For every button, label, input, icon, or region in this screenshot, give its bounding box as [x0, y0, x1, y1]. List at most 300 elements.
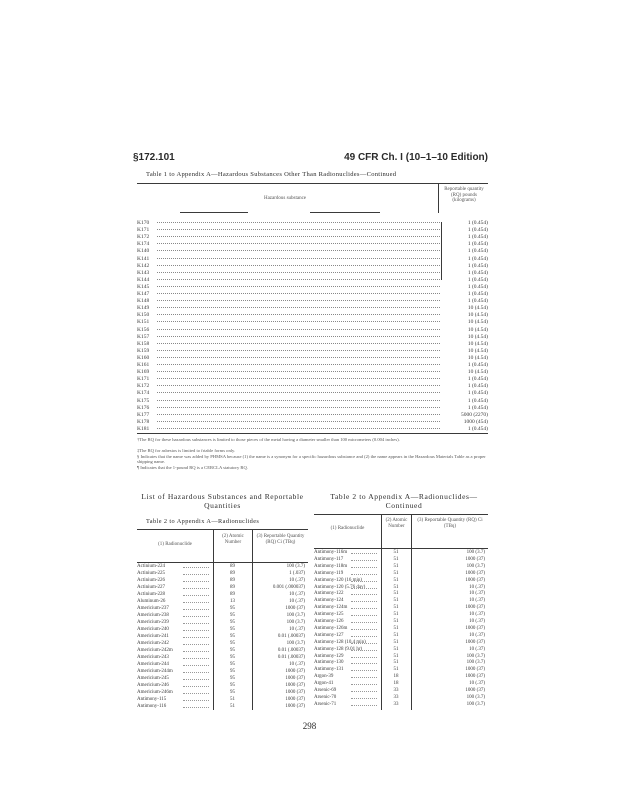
section-number: §172.101	[133, 152, 175, 163]
dot-leader	[157, 307, 440, 308]
table2cont-col-rq: (3) Reportable Quantity (RQ) Ci (TBq)	[417, 518, 483, 529]
radionuclide-row	[137, 564, 305, 571]
rq-value: 10 (4.54)	[467, 312, 488, 319]
dot-leader	[351, 574, 377, 575]
substance-name: K157	[137, 333, 150, 340]
radionuclide-row	[314, 674, 485, 681]
dot-leader	[351, 629, 377, 630]
dot-leader	[157, 229, 440, 230]
footnote: ‡The RQ for asbestos is limited to friable forms only.	[137, 448, 236, 453]
radionuclide-row	[137, 571, 305, 578]
substance-name: K174	[137, 241, 150, 248]
radionuclide-name: Americium-244m	[137, 669, 173, 674]
rq-value: 10 (.37)	[289, 627, 305, 632]
dot-leader	[183, 623, 209, 624]
dot-leader	[183, 651, 209, 652]
dot-leader	[183, 672, 209, 673]
table1-col-substance: Hazardous substance	[263, 196, 307, 201]
atomic-number: 95	[230, 648, 235, 653]
dot-leader	[157, 364, 440, 365]
rq-value: 1000 (37)	[465, 625, 485, 631]
rq-value: 1 (0.454)	[467, 227, 488, 234]
rq-value: 1 (0.454)	[467, 241, 488, 248]
radionuclide-name: Arsenic-71	[314, 701, 337, 707]
dot-leader	[183, 567, 209, 568]
rq-value: 1 (0.454)	[467, 234, 488, 241]
atomic-number: 51	[393, 660, 399, 666]
radionuclide-name: Antimony-126	[314, 619, 344, 624]
dot-leader	[351, 588, 377, 589]
table2-col-rq: (3) Reportable Quantity (RQ) Ci (TBq)	[256, 534, 305, 545]
rq-value: 1000 (37)	[285, 704, 305, 709]
rq-value: 10 (.37)	[289, 592, 305, 597]
radionuclide-name: Americium-242m	[137, 648, 173, 653]
dot-leader	[157, 350, 440, 351]
radionuclide-row	[137, 704, 305, 711]
dot-leader	[183, 630, 209, 631]
dot-leader	[351, 615, 377, 616]
atomic-number: 13	[230, 599, 235, 604]
radionuclide-name: Antimony-131	[314, 667, 344, 673]
table1-title: Table 1 to Appendix A—Hazardous Substances Other Than Radionuclides—Continued	[146, 171, 397, 178]
rq-value: 100 (3.7)	[286, 613, 305, 618]
dot-leader	[351, 567, 377, 568]
table1-bottom-rule	[137, 433, 488, 434]
dot-leader	[183, 686, 209, 687]
rq-value: 1000 (37)	[465, 605, 485, 611]
substance-name: K172	[137, 383, 150, 390]
rq-value: 10 (.37)	[469, 619, 485, 624]
dot-leader	[157, 222, 440, 223]
substance-name: K172	[137, 234, 150, 241]
dot-leader	[183, 581, 209, 582]
dot-leader	[351, 594, 377, 595]
radionuclide-row	[314, 591, 485, 598]
rq-value: 100 (3.7)	[466, 694, 485, 700]
atomic-number: 95	[230, 641, 235, 646]
rq-value: 1 (.037)	[289, 571, 305, 576]
atomic-number: 51	[393, 605, 399, 611]
atomic-number: 95	[230, 662, 235, 667]
table2cont-col-atomic: (2) Atomic Number	[385, 518, 408, 529]
radionuclide-row	[314, 598, 485, 605]
rq-value: 5000 (2270)	[460, 411, 488, 418]
dot-leader	[183, 602, 209, 603]
atomic-number: 95	[230, 683, 235, 688]
rq-value: 10 (4.54)	[467, 305, 488, 312]
atomic-number: 89	[230, 592, 235, 597]
rq-value: 1000 (37)	[285, 669, 305, 674]
radionuclide-name: Antimony-117	[314, 556, 344, 562]
substance-name: K169	[137, 369, 150, 376]
dot-leader	[351, 705, 377, 706]
radionuclide-name: Americium-242	[137, 641, 169, 646]
substance-name: K141	[137, 255, 150, 262]
table2-header-rule	[137, 562, 308, 563]
dot-leader	[183, 658, 209, 659]
rq-value: 1000 (37)	[465, 639, 485, 645]
radionuclide-name: Argon-41	[314, 681, 334, 687]
rq-value: 1 (0.454)	[467, 383, 488, 390]
radionuclide-name: Actinium-224	[137, 564, 166, 569]
substance-name: K176	[137, 404, 150, 411]
radionuclide-name: Antimony-129	[314, 653, 344, 659]
rq-value: 100 (3.7)	[466, 701, 485, 707]
substance-name: K161	[137, 362, 150, 368]
table1-row	[137, 425, 488, 433]
table2cont-header-rule	[314, 548, 488, 549]
radionuclide-name: Argon-39	[314, 674, 334, 680]
atomic-number: 51	[393, 612, 399, 618]
radionuclide-name: Americium-243	[137, 655, 169, 660]
atomic-number: 51	[393, 653, 399, 659]
radionuclide-name: Antimony-124	[314, 598, 344, 604]
rq-value: 10 (.37)	[469, 612, 485, 618]
radionuclide-row	[137, 697, 305, 704]
substance-name: K142	[137, 262, 150, 269]
rq-value: 100 (3.7)	[466, 550, 485, 555]
radionuclide-row	[137, 627, 305, 634]
radionuclide-row	[314, 640, 485, 647]
rq-value: 1000 (37)	[285, 676, 305, 681]
radionuclide-row	[314, 667, 485, 674]
radionuclide-name: Americium-245	[137, 676, 169, 681]
atomic-number: 51	[393, 556, 399, 562]
rq-value: 1 (0.454)	[467, 376, 488, 383]
dot-leader	[183, 616, 209, 617]
rq-value: 1000 (37)	[285, 683, 305, 688]
atomic-number: 33	[393, 688, 399, 693]
page-number: 298	[302, 721, 317, 731]
atomic-number: 89	[230, 585, 235, 590]
atomic-number: 51	[393, 598, 399, 604]
radionuclide-row	[137, 690, 305, 697]
radionuclide-row	[137, 620, 305, 627]
table2-col-radionuclide: (1) Radionuclide	[158, 542, 192, 547]
rq-value: 1 (0.454)	[467, 276, 488, 283]
radionuclide-row	[314, 647, 485, 654]
radionuclide-row	[314, 605, 485, 612]
substance-name: K175	[137, 397, 150, 404]
substance-name: K144	[137, 276, 150, 283]
table1-col-divider	[438, 183, 439, 213]
atomic-number: 51	[393, 646, 399, 652]
table2-title: Table 2 to Appendix A—Radionuclides	[146, 518, 260, 525]
rq-value: 1 (0.454)	[467, 220, 488, 226]
radionuclide-name: Antimony-119	[314, 570, 344, 576]
rq-value: 1 (0.454)	[467, 255, 488, 262]
rq-value: 10 (.37)	[469, 598, 485, 604]
atomic-number: 51	[393, 591, 399, 597]
radionuclide-row	[137, 641, 305, 648]
dot-leader	[157, 236, 440, 237]
radionuclide-row	[314, 626, 485, 633]
radionuclide-name: Actinium-225	[137, 571, 166, 576]
radionuclide-row	[314, 660, 485, 667]
radionuclide-name: Antimony-122	[314, 591, 344, 597]
radionuclide-name: Antimony-128 (9.01 hr)	[314, 646, 363, 652]
dot-leader	[157, 243, 440, 244]
table2cont-title: Table 2 to Appendix A—Radionuclides—Continued	[330, 492, 478, 510]
radionuclide-name: Antimony-116	[137, 704, 167, 709]
atomic-number: 95	[230, 690, 235, 695]
dot-leader	[351, 670, 377, 671]
substance-name: K170	[137, 220, 150, 226]
radionuclide-name: Antimony-126m	[314, 625, 348, 631]
radionuclide-row	[137, 578, 305, 585]
radionuclide-row	[137, 655, 305, 662]
rq-value: 100 (3.7)	[286, 641, 305, 646]
rq-value: 1000 (37)	[285, 690, 305, 695]
rq-value: 10 (4.54)	[467, 354, 488, 361]
radionuclide-row	[314, 564, 485, 571]
radionuclide-row	[314, 702, 485, 709]
radionuclide-name: Antimony-124m	[314, 605, 348, 611]
dot-leader	[157, 272, 440, 273]
rq-value: 10 (4.54)	[467, 333, 488, 340]
dot-leader	[157, 314, 440, 315]
footnote: ¶ Indicates that the 1-pound RQ is a CERCLA statutory RQ.	[137, 464, 248, 470]
substance-name: K181	[137, 425, 150, 432]
rq-value: 0.01 (.00037)	[277, 648, 305, 653]
atomic-number: 18	[393, 681, 399, 687]
rq-value: 10 (.37)	[469, 632, 485, 638]
dot-leader	[157, 392, 440, 393]
dot-leader	[351, 691, 377, 692]
rq-value: 0.01 (.00037)	[277, 655, 305, 660]
dot-leader	[351, 677, 377, 678]
radionuclide-name: Americium-246m	[137, 690, 173, 695]
dot-leader	[351, 601, 377, 602]
table2-top-rule	[137, 529, 308, 530]
rq-value: 1 (0.454)	[467, 397, 488, 404]
list-title: List of Hazardous Substances and Reportable Quantities	[141, 492, 304, 510]
atomic-number: 95	[230, 606, 235, 611]
rq-value: 10 (4.54)	[467, 369, 488, 376]
substance-name: K158	[137, 340, 150, 347]
dot-leader	[183, 644, 209, 645]
radionuclide-row	[137, 683, 305, 690]
rq-value: 10 (.37)	[289, 578, 305, 583]
radionuclide-row	[137, 648, 305, 655]
atomic-number: 95	[230, 613, 235, 618]
dot-leader	[183, 595, 209, 596]
rq-value: 100 (3.7)	[286, 620, 305, 625]
rq-value: 1000 (37)	[465, 688, 485, 693]
dot-leader	[351, 553, 377, 554]
atomic-number: 51	[393, 563, 399, 569]
rq-value: 1 (0.454)	[467, 248, 488, 255]
atomic-number: 89	[230, 578, 235, 583]
radionuclide-row	[137, 585, 305, 592]
dot-leader	[157, 300, 440, 301]
radionuclide-name: Antimony-115	[137, 697, 167, 702]
table2cont-top-rule	[314, 514, 488, 515]
atomic-number: 33	[393, 701, 399, 707]
rq-value: 1 (0.454)	[467, 262, 488, 269]
substance-name: K171	[137, 376, 150, 383]
radionuclide-row	[314, 688, 485, 695]
substance-name: K156	[137, 326, 150, 333]
rq-value: 10 (.37)	[469, 646, 485, 652]
radionuclide-name: Actinium-227	[137, 585, 166, 590]
dot-leader	[351, 636, 377, 637]
dot-leader	[157, 385, 440, 386]
atomic-number: 51	[393, 667, 399, 673]
radionuclide-row	[314, 571, 485, 578]
table2-col-atomic: (2) Atomic Number	[222, 534, 244, 545]
atomic-number: 51	[393, 619, 399, 624]
dot-leader	[183, 609, 209, 610]
dot-leader	[157, 343, 440, 344]
radionuclide-row	[137, 592, 305, 599]
rq-value: 10 (.37)	[469, 681, 485, 687]
dot-leader	[351, 622, 377, 623]
rq-value: 1 (0.454)	[467, 425, 488, 432]
dot-leader	[157, 400, 440, 401]
rq-value: 100 (3.7)	[286, 564, 305, 569]
atomic-number: 18	[393, 674, 399, 680]
rq-value: 10 (.37)	[289, 599, 305, 604]
dot-leader	[183, 679, 209, 680]
atomic-number: 89	[230, 571, 235, 576]
radionuclide-name: Antimony-130	[314, 660, 344, 666]
rq-value: 10 (.37)	[469, 584, 485, 590]
radionuclide-name: Americium-240	[137, 627, 169, 632]
radionuclide-row	[137, 613, 305, 620]
atomic-number: 51	[393, 577, 399, 583]
atomic-number: 51	[393, 570, 399, 576]
rq-value: 100 (3.7)	[466, 563, 485, 569]
dot-leader	[183, 693, 209, 694]
radionuclide-row	[314, 557, 485, 564]
rq-value: 10 (4.54)	[467, 347, 488, 354]
dot-leader	[157, 258, 440, 259]
rq-value: 10 (.37)	[469, 591, 485, 597]
rq-value: 0.01 (.00037)	[277, 634, 305, 639]
radionuclide-name: Antimony-116m	[314, 550, 348, 555]
radionuclide-row	[314, 654, 485, 661]
dot-leader	[351, 643, 377, 644]
radionuclide-name: Americium-239	[137, 620, 169, 625]
radionuclide-name: Aluminum-26	[137, 599, 166, 604]
table1-underline-left	[180, 212, 248, 213]
radionuclide-row	[137, 669, 305, 676]
substance-name: K177	[137, 411, 150, 418]
radionuclide-name: Antimony-118m	[314, 563, 348, 569]
atomic-number: 95	[230, 634, 235, 639]
dot-leader	[157, 407, 440, 408]
rq-value: 1000 (37)	[465, 570, 485, 576]
dot-leader	[183, 700, 209, 701]
radionuclide-row	[314, 550, 485, 557]
rq-value: 10 (.37)	[289, 662, 305, 667]
dot-leader	[351, 663, 377, 664]
radionuclide-name: Antimony-127	[314, 632, 344, 638]
dot-leader	[157, 414, 440, 415]
radionuclide-name: Americium-238	[137, 613, 169, 618]
dot-leader	[183, 574, 209, 575]
substance-name: K147	[137, 291, 150, 297]
substance-name: K150	[137, 312, 150, 319]
substance-name: K145	[137, 283, 150, 290]
substance-name: K143	[137, 269, 150, 276]
rq-value: 10 (4.54)	[467, 319, 488, 326]
substance-name: K151	[137, 319, 150, 326]
atomic-number: 51	[393, 632, 399, 638]
radionuclide-row	[314, 681, 485, 688]
radionuclide-name: Arsenic-69	[314, 688, 337, 693]
rq-value: 1000 (37)	[285, 697, 305, 702]
footnote: § Indicates that the name was added by PHMSA because (1) the name is a synonym for a specific hazardous substance and (2) the name appears in the Hazardous Materials Table as a proper shipping name.	[137, 453, 486, 464]
radionuclide-name: Arsenic-70	[314, 694, 337, 700]
dot-leader	[183, 707, 209, 708]
dot-leader	[157, 329, 440, 330]
table1-top-rule	[137, 183, 488, 184]
dot-leader	[351, 684, 377, 685]
dot-leader	[157, 421, 440, 422]
radionuclide-name: Americium-244	[137, 662, 169, 667]
atomic-number: 51	[393, 639, 399, 645]
dot-leader	[351, 608, 377, 609]
atomic-number: 95	[230, 669, 235, 674]
rq-value: 1 (0.454)	[467, 291, 488, 297]
atomic-number: 51	[230, 697, 235, 702]
table1-col-rq: Reportable quantity (RQ) pounds (kilograms)	[444, 187, 484, 203]
table1-underline-right	[310, 212, 380, 213]
radionuclide-row	[314, 612, 485, 619]
radionuclide-row	[314, 585, 485, 592]
dot-leader	[157, 428, 440, 429]
atomic-number: 95	[230, 620, 235, 625]
radionuclide-name: Americium-237	[137, 606, 169, 611]
atomic-number: 51	[393, 625, 399, 631]
substance-name: K178	[137, 418, 150, 425]
dot-leader	[183, 588, 209, 589]
footnote: †The RQ for these hazardous substances is limited to those pieces of the metal having a diameter smaller than 100 micrometers (0.004 inches).	[137, 437, 400, 442]
radionuclide-row	[314, 633, 485, 640]
substance-name: K148	[137, 298, 150, 305]
radionuclide-name: Americium-241	[137, 634, 169, 639]
radionuclide-row	[314, 619, 485, 626]
radionuclide-row	[137, 676, 305, 683]
rq-value: 1000 (454)	[463, 418, 488, 425]
substance-name: K160	[137, 354, 150, 361]
edition-header: 49 CFR Ch. I (10–1–10 Edition)	[344, 152, 488, 163]
dot-leader	[157, 357, 440, 358]
dot-leader	[351, 650, 377, 651]
radionuclide-row	[137, 606, 305, 613]
radionuclide-row	[137, 599, 305, 606]
rq-value: 100 (3.7)	[466, 660, 485, 666]
table2cont-col-radionuclide: (1) Radionuclide	[330, 526, 365, 531]
radionuclide-name: Antimony-120 (16 min)	[314, 577, 363, 583]
substance-name: K140	[137, 248, 150, 255]
radionuclide-name: Antimony-125	[314, 612, 344, 618]
rq-value: 1000 (37)	[285, 606, 305, 611]
rq-value: 10 (4.54)	[467, 340, 488, 347]
substance-name: K171	[137, 227, 150, 234]
dot-leader	[351, 698, 377, 699]
rq-value: 100 (3.7)	[466, 653, 485, 659]
radionuclide-row	[137, 634, 305, 641]
atomic-number: 51	[393, 550, 399, 555]
atomic-number: 33	[393, 694, 399, 700]
substance-name: K149	[137, 305, 150, 312]
rq-value: 1000 (37)	[465, 556, 485, 562]
radionuclide-name: Antimony-120 (5.76 day)	[314, 584, 366, 590]
radionuclide-name: Americium-246	[137, 683, 169, 688]
